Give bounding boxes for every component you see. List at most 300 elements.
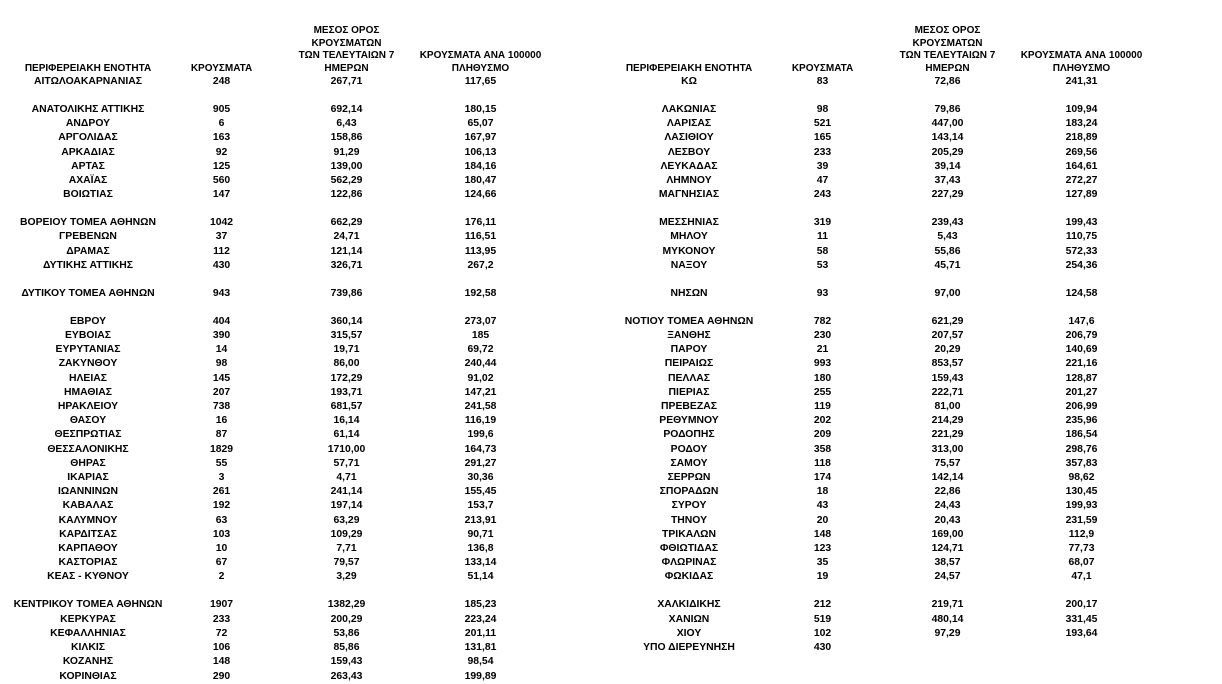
region-cell: ΗΛΕΙΑΣ [69,372,107,384]
rate-cell: 68,07 [1068,557,1095,569]
region-cell: ΚΑΡΠΑΘΟΥ [58,543,118,555]
header-region: ΠΕΡΙΦΕΡΕΙΑΚΗ ΕΝΟΤΗΤΑ [625,62,753,74]
average-cell: 315,57 [330,330,363,342]
cases-cell: 112 [213,245,230,257]
region-cell: ΤΗΝΟΥ [670,514,708,526]
average-cell: 1710,00 [327,443,366,455]
rate-cell: 240,44 [464,358,497,370]
rate-cell: 269,56 [1065,146,1098,158]
spacer-row [613,89,1148,103]
rate-cell: 91,02 [467,372,494,384]
rate-cell: 223,24 [464,613,497,625]
table-row [613,528,1148,542]
spacer-cell [12,301,547,315]
average-cell: 61,14 [333,429,360,441]
rate-cell: 218,89 [1065,132,1098,144]
rate-cell: 116,19 [464,415,497,427]
cases-cell: 148 [813,528,832,540]
table-row [12,146,547,160]
region-cell: ΒΟΙΩΤΙΑΣ [63,189,113,201]
cases-cell: 207 [212,386,231,398]
table-row [613,428,1148,442]
average-cell: 79,86 [934,104,961,115]
region-cell: ΙΚΑΡΙΑΣ [67,472,109,484]
cases-cell: 148 [212,656,231,668]
rate-cell: 201,27 [1065,386,1098,398]
cases-cell: 21 [816,344,829,356]
region-cell: ΦΛΩΡΙΝΑΣ [661,557,717,569]
table-row [12,75,547,89]
table-row [613,542,1148,556]
header-cases: ΚΡΟΥΣΜΑΤΑ [190,62,253,74]
cases-cell: 1829 [209,443,234,455]
cases-cell: 163 [212,132,231,144]
table-row [12,528,547,542]
cases-cell: 98 [215,358,228,370]
average-cell: 86,00 [333,358,360,370]
rate-cell: 291,27 [464,457,497,469]
region-cell: ΚΕΝΤΡΙΚΟΥ ΤΟΜΕΑ ΑΘΗΝΩΝ [13,599,163,611]
rate-cell: 47,1 [1071,571,1092,583]
average-cell: 172,29 [330,372,363,384]
average-cell: 16,14 [333,415,360,427]
cases-cell: 103 [212,528,231,540]
rate-cell: 241,58 [464,401,497,413]
rate-cell: 231,59 [1065,514,1098,526]
cases-cell: 98 [816,104,829,115]
table-row [12,570,547,584]
average-cell: 263,43 [330,670,363,682]
table-row [613,598,1148,612]
average-cell: 4,71 [336,472,357,484]
region-cell: ΙΩΑΝΝΙΝΩΝ [58,486,118,498]
table-row [12,400,547,414]
rate-cell: 110,75 [1065,231,1098,243]
rate-cell: 133,14 [464,557,497,569]
cases-cell: 209 [813,429,832,441]
cases-cell: 3 [218,472,225,484]
table-row [12,613,547,627]
table-row [12,216,547,230]
average-cell: 55,86 [934,245,961,257]
cases-cell: 905 [212,104,231,115]
cases-cell: 119 [814,401,831,413]
region-cell: ΔΥΤΙΚΗΣ ΑΤΤΙΚΗΣ [43,259,133,271]
table-row [12,457,547,471]
region-cell: ΧΑΛΚΙΔΙΚΗΣ [657,599,721,611]
table-row [12,670,547,684]
spacer-cell [613,89,1148,103]
cases-cell: 782 [813,315,832,327]
region-cell: ΚΙΛΚΙΣ [71,642,105,654]
header-cases-per-100000: ΚΡΟΥΣΜΑΤΑ ΑΝΑ 100000 ΠΛΗΘΥΣΜΟ [1020,50,1143,74]
table-row [613,514,1148,528]
rate-cell: 90,71 [467,528,494,540]
rate-cell: 184,16 [464,160,497,172]
region-cell: ΚΕΦΑΛΛΗΝΙΑΣ [50,627,126,639]
rate-cell: 164,73 [464,443,497,455]
rate-cell: 147,21 [464,386,497,398]
average-cell: 142,14 [931,472,964,484]
rate-cell: 112,9 [1068,528,1095,540]
table-row [12,542,547,556]
rate-cell [1015,641,1148,655]
average-cell: 159,43 [931,372,964,384]
rate-cell: 124,58 [1065,287,1098,299]
table-row [12,386,547,400]
table-row [12,315,547,329]
table-row [12,556,547,570]
average-cell: 207,57 [931,330,964,342]
average-cell: 193,71 [330,386,363,398]
table-row [613,315,1148,329]
table-row [613,146,1148,160]
rate-cell: 221,16 [1065,358,1098,370]
cases-cell: 39 [816,160,829,172]
rate-cell: 272,27 [1065,175,1098,187]
table-row [613,343,1148,357]
average-cell: 79,57 [333,557,360,569]
table-row [613,117,1148,131]
region-cell: ΓΡΕΒΕΝΩΝ [59,231,117,243]
average-cell: 239,43 [931,217,964,229]
table-body-right [613,75,1148,655]
rate-cell: 193,64 [1065,627,1098,639]
cases-cell: 2 [218,571,225,583]
table-row [12,357,547,371]
spacer-row [613,202,1148,216]
table-row [613,627,1148,641]
cases-cell: 47 [816,175,829,187]
rate-cell: 131,81 [464,642,497,654]
spacer-row [12,89,547,103]
table-row [12,641,547,655]
cases-cell: 123 [813,543,832,555]
cases-cell: 430 [212,259,231,271]
table-row [613,160,1148,174]
region-cell: ΑΙΤΩΛΟΑΚΑΡΝΑΝΙΑΣ [34,76,142,87]
table-row [613,414,1148,428]
cases-cell: 87 [215,429,228,441]
average-cell: 19,71 [333,344,360,356]
rate-cell: 199,93 [1065,500,1098,512]
rate-cell: 206,79 [1065,330,1098,342]
average-cell: 692,14 [330,104,363,115]
region-cell: ΡΟΔΟΠΗΣ [663,429,715,441]
table-row [12,443,547,457]
region-cell: ΠΡΕΒΕΖΑΣ [661,401,717,413]
average-cell: 313,00 [931,443,964,455]
cases-cell: 1907 [209,599,234,611]
region-cell: ΣΥΡΟΥ [671,500,707,512]
region-cell: ΑΡΓΟΛΙΔΑΣ [58,132,118,144]
table-row [12,131,547,145]
table-row [12,174,547,188]
rate-cell: 140,69 [1065,344,1098,356]
region-cell: ΛΑΣΙΘΙΟΥ [664,132,714,144]
average-cell: 662,29 [330,217,363,229]
cases-cell: 147 [212,189,231,201]
rate-cell: 183,24 [1065,118,1098,130]
cases-cell: 145 [212,372,231,384]
cases-cell: 358 [813,443,832,455]
cases-cell: 738 [212,401,231,413]
region-cell: ΡΕΘΥΜΝΟΥ [659,415,719,427]
average-cell: 63,29 [333,514,360,526]
table-row [12,627,547,641]
rate-cell: 200,17 [1065,599,1098,611]
average-cell: 360,14 [330,315,363,327]
region-cell: ΛΑΡΙΣΑΣ [666,118,712,130]
region-cell: ΚΑΡΔΙΤΣΑΣ [59,528,117,540]
table-row [613,230,1148,244]
average-cell: 562,29 [330,175,363,187]
region-cell: ΕΥΡΥΤΑΝΙΑΣ [55,344,121,356]
average-cell: 124,71 [931,543,964,555]
table-row [12,343,547,357]
average-cell: 221,29 [931,429,964,441]
spacer-cell [12,273,547,287]
table-row [12,329,547,343]
region-cell: ΑΝΔΡΟΥ [65,118,111,130]
region-cell: ΞΑΝΘΗΣ [667,330,711,342]
cases-cell: 92 [215,146,228,158]
region-cell: ΚΕΑΣ - ΚΥΘΝΟΥ [47,571,129,583]
cases-cell: 243 [813,189,832,201]
table-row [12,188,547,202]
rate-cell: 235,96 [1065,415,1098,427]
cases-cell: 58 [816,245,829,257]
region-cell: ΝΗΣΩΝ [670,287,708,299]
average-cell: 214,29 [931,415,964,427]
spacer-row [613,273,1148,287]
table-row [12,598,547,612]
average-cell: 158,86 [330,132,363,144]
spacer-cell [12,585,547,599]
table-row [613,471,1148,485]
table-row [613,188,1148,202]
cases-cell: 180 [813,372,832,384]
cases-cell: 202 [813,415,832,427]
table-row [613,400,1148,414]
average-cell: 97,00 [934,287,961,299]
rate-cell: 98,54 [467,656,494,668]
average-cell: 109,29 [330,528,363,540]
rate-cell: 241,31 [1065,76,1098,87]
rate-cell: 180,15 [464,104,497,115]
cases-cell: 943 [212,287,231,299]
average-cell: 480,14 [931,613,964,625]
average-cell: 169,00 [931,528,964,540]
rate-cell: 65,07 [467,118,494,130]
rate-cell: 201,11 [464,627,497,639]
spacer-cell [613,301,1148,315]
average-cell: 6,43 [336,118,357,130]
header-row [12,25,547,75]
average-cell: 681,57 [330,401,363,413]
average-cell: 122,86 [330,189,363,201]
average-cell: 22,86 [934,486,961,498]
rate-cell: 109,94 [1065,104,1098,115]
header-cases-per-100000: ΚΡΟΥΣΜΑΤΑ ΑΝΑ 100000 ΠΛΗΘΥΣΜΟ [419,50,542,74]
table-body-left [12,75,547,684]
table-row [12,655,547,669]
average-cell: 1382,29 [327,599,366,611]
rate-cell: 77,73 [1068,543,1095,555]
table-row [613,259,1148,273]
region-cell: ΠΕΛΛΑΣ [667,372,711,384]
average-cell: 45,71 [934,259,961,271]
table-row [613,357,1148,371]
average-cell: 853,57 [931,358,964,370]
region-cell: ΚΩ [681,76,697,87]
cases-cell: 35 [816,557,829,569]
region-cell: ΦΘΙΩΤΙΔΑΣ [659,543,719,555]
header-region: ΠΕΡΙΦΕΡΕΙΑΚΗ ΕΝΟΤΗΤΑ [24,62,152,74]
region-cell: ΝΟΤΙΟΥ ΤΟΜΕΑ ΑΘΗΝΩΝ [624,315,754,327]
table-row [613,75,1148,89]
table-row [12,117,547,131]
region-cell: ΝΑΞΟΥ [670,259,708,271]
spacer-cell [12,202,547,216]
cases-cell: 118 [814,457,831,469]
region-cell: ΧΙΟΥ [676,627,702,639]
table-row [613,443,1148,457]
rate-cell: 98,62 [1068,472,1095,484]
average-cell: 227,29 [931,189,964,201]
rate-cell: 69,72 [467,344,494,356]
region-cell: ΒΟΡΕΙΟΥ ΤΟΜΕΑ ΑΘΗΝΩΝ [20,217,156,229]
region-cell: ΘΗΡΑΣ [70,457,106,469]
table-row [12,514,547,528]
table-row [12,287,547,301]
average-cell: 91,29 [333,146,360,158]
cases-cell: 16 [215,415,228,427]
table-row [613,386,1148,400]
table-row [12,245,547,259]
table-row [12,485,547,499]
rate-cell: 167,97 [464,132,497,144]
cases-cell: 53 [816,259,829,271]
region-cell: ΠΕΙΡΑΙΩΣ [664,358,714,370]
cases-cell: 560 [212,175,231,187]
table-row [613,216,1148,230]
table-row [613,287,1148,301]
cases-cell: 255 [813,386,832,398]
table-row [12,471,547,485]
region-cell: ΔΡΑΜΑΣ [66,245,110,257]
rate-cell: 155,45 [464,486,497,498]
average-cell: 24,71 [333,231,360,243]
rate-cell: 199,43 [1065,217,1098,229]
average-cell: 222,71 [931,386,964,398]
cases-table-right [613,25,1148,655]
header-row [613,25,1148,75]
cases-cell: 125 [212,160,231,172]
rate-cell: 117,65 [464,76,497,87]
region-cell: ΖΑΚΥΝΘΟΥ [58,358,118,370]
table-row [12,103,547,117]
average-cell: 447,00 [931,118,964,130]
cases-cell: 18 [816,486,829,498]
region-cell: ΗΡΑΚΛΕΙΟΥ [57,401,119,413]
rate-cell: 185,23 [464,599,497,611]
region-cell: ΜΗΛΟΥ [670,231,708,243]
region-cell: ΜΑΓΝΗΣΙΑΣ [658,189,720,201]
rate-cell: 116,51 [464,231,497,243]
cases-cell: 233 [212,613,231,625]
cases-cell: 519 [813,613,832,625]
average-cell: 139,00 [330,160,363,172]
cases-cell: 19 [816,571,829,583]
region-cell: ΤΡΙΚΑΛΩΝ [662,528,716,540]
rate-cell: 153,7 [467,500,494,512]
rate-cell: 186,54 [1065,429,1098,441]
rate-cell: 30,36 [467,472,494,484]
cases-cell: 212 [813,599,832,611]
average-cell: 621,29 [931,315,964,327]
cases-cell: 430 [813,642,832,654]
spacer-row [613,585,1148,599]
rate-cell: 331,45 [1065,613,1098,625]
region-cell: ΛΑΚΩΝΙΑΣ [661,104,717,115]
cases-cell: 37 [215,231,228,243]
rate-cell: 206,99 [1065,401,1098,413]
cases-table-left [12,25,547,684]
region-cell: ΑΧΑΪΑΣ [68,175,108,187]
region-cell: ΛΕΥΚΑΔΑΣ [660,160,718,172]
spacer-row [12,273,547,287]
rate-cell: 130,45 [1065,486,1098,498]
rate-cell: 176,11 [464,217,497,229]
table-row [12,230,547,244]
average-cell: 53,86 [333,627,360,639]
average-cell: 326,71 [330,259,363,271]
cases-cell: 106 [212,642,231,654]
cases-cell: 248 [212,76,231,87]
cases-cell: 230 [813,330,832,342]
cases-cell: 261 [212,486,231,498]
rate-cell: 124,66 [464,189,497,201]
average-cell: 24,57 [934,571,961,583]
header-7day-average: ΜΕΣΟΣ ΟΡΟΣ ΚΡΟΥΣΜΑΤΩΝ ΤΩΝ ΤΕΛΕΥΤΑΙΩΝ 7 ΗΜΕΡΩΝ [899,25,996,74]
cases-cell: 174 [813,472,832,484]
region-cell: ΕΥΒΟΙΑΣ [64,330,112,342]
cases-cell: 43 [816,500,829,512]
region-cell: ΘΑΣΟΥ [69,415,107,427]
cases-cell: 6 [218,118,225,130]
table-row [12,499,547,513]
average-cell: 85,86 [333,642,360,654]
region-cell: ΘΕΣΠΡΩΤΙΑΣ [54,429,122,441]
region-cell: ΑΝΑΤΟΛΙΚΗΣ ΑΤΤΙΚΗΣ [31,104,145,115]
table-row [613,499,1148,513]
table-row [613,556,1148,570]
region-cell: ΣΠΟΡΑΔΩΝ [659,486,719,498]
table-row [613,245,1148,259]
average-cell: 200,29 [330,613,363,625]
table-row [613,103,1148,117]
average-cell: 7,71 [336,543,357,555]
region-cell: ΕΒΡΟΥ [69,315,107,327]
rate-cell: 254,36 [1065,259,1098,271]
rate-cell: 164,61 [1065,160,1098,172]
region-cell: ΚΟΡΙΝΘΙΑΣ [59,670,117,682]
average-cell: 159,43 [330,656,363,668]
table-row [613,131,1148,145]
rate-cell: 298,76 [1065,443,1098,455]
average-cell: 75,57 [934,457,961,469]
